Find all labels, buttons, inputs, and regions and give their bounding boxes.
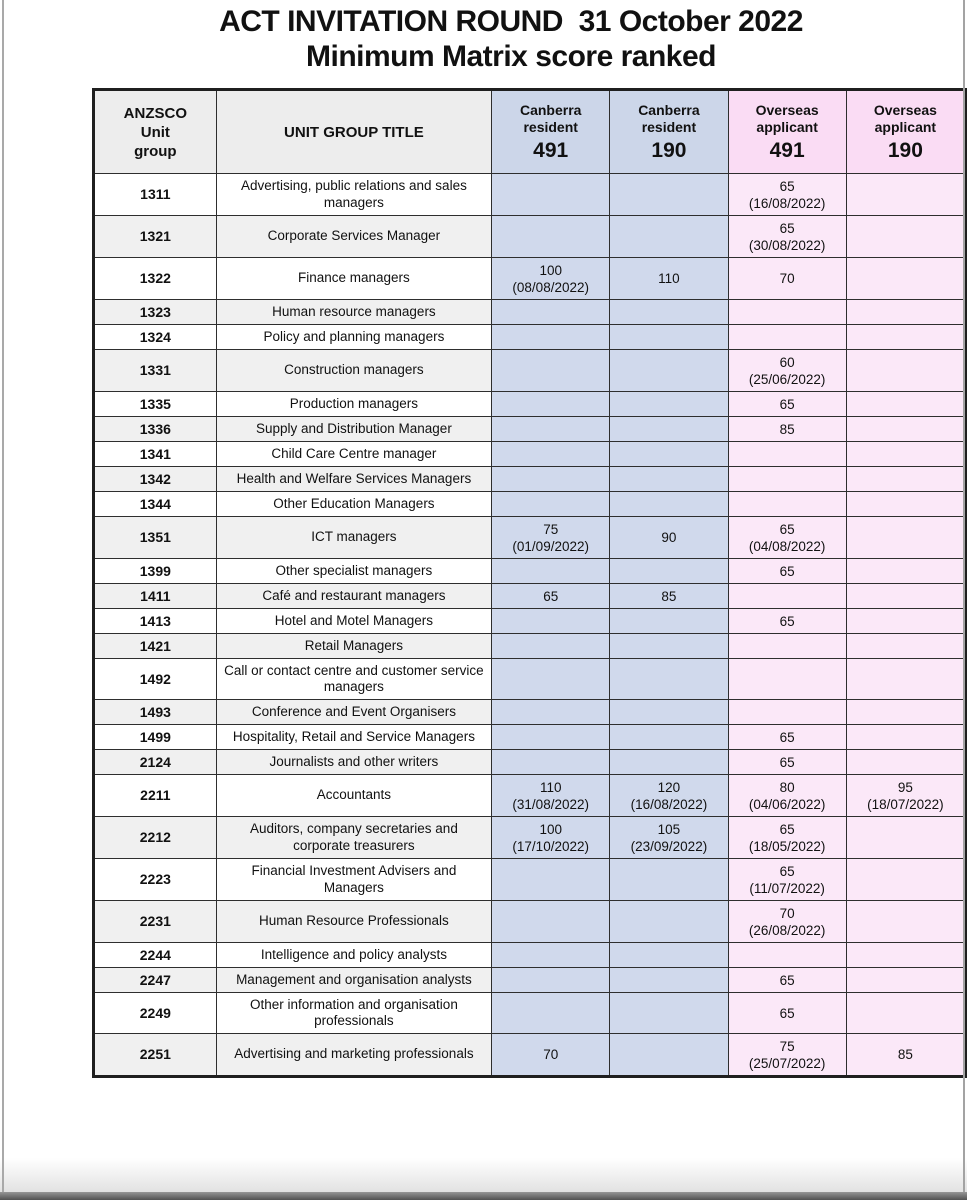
canberra-491-score-cell [492,609,610,634]
header-col-label: Canberra resident [638,101,700,135]
unit-group-title-cell: Advertising and marketing professionals [216,1034,491,1077]
anzsco-code-cell: 1323 [94,300,217,325]
score-value: 65 [779,220,795,236]
score-date: (16/08/2022) [630,796,708,812]
anzsco-code-cell: 1324 [94,325,217,350]
canberra-491-score-cell [492,584,610,609]
anzsco-code-cell: 2247 [94,968,217,993]
unit-group-title-cell: Corporate Services Manager [216,216,491,258]
canberra-491-score-cell [492,700,610,725]
score-value: 75 [779,1038,795,1054]
canberra-491-score-cell [492,634,610,659]
score-date: (25/06/2022) [748,371,826,387]
score-value: 65 [779,613,795,629]
score-date: (11/07/2022) [749,880,825,896]
overseas-190-score-cell [846,417,965,442]
canberra-190-score-cell [610,750,728,775]
header-canberra-resident-491 [492,90,610,174]
overseas-190-score-cell [846,968,965,993]
canberra-491-score-cell [492,325,610,350]
score-value: 70 [543,1047,559,1062]
canberra-190-score-cell [610,174,728,216]
score-value: 65 [779,821,795,837]
anzsco-code-cell: 2212 [94,817,217,859]
canberra-190-score-cell [610,817,728,859]
score-value: 120 [657,779,681,795]
anzsco-code-cell: 1322 [94,258,217,300]
header-overseas-applicant-190 [846,90,965,174]
unit-group-title-cell: Hospitality, Retail and Service Managers [216,725,491,750]
canberra-190-score-cell [610,417,728,442]
canberra-491-score-cell [492,467,610,492]
overseas-491-score-cell [728,750,846,775]
overseas-491-score-cell [728,634,846,659]
overseas-491-score-cell [728,517,846,559]
table-row [94,700,966,725]
unit-group-title-cell: Supply and Distribution Manager [216,417,491,442]
overseas-491-score-cell [728,300,846,325]
overseas-190-score-cell [846,725,965,750]
header-anzsco-line-2: Unit [140,123,170,141]
unit-group-title-cell: Other specialist managers [216,559,491,584]
canberra-491-score-cell [492,492,610,517]
canberra-491-score-cell [492,775,610,817]
header-canberra-resident-190 [610,90,728,174]
unit-group-title-cell: Human resource managers [216,300,491,325]
canberra-190-score-cell [610,609,728,634]
unit-group-title-cell: Health and Welfare Services Managers [216,467,491,492]
overseas-190-score-cell [846,216,965,258]
overseas-491-score-cell [728,350,846,392]
canberra-491-score-cell [492,859,610,901]
canberra-491-score-cell [492,174,610,216]
table-row [94,300,966,325]
canberra-491-score-cell [492,1034,610,1077]
score-value: 70 [779,271,795,286]
overseas-190-score-cell [846,442,965,467]
canberra-190-score-cell [610,350,728,392]
canberra-190-score-cell [610,725,728,750]
overseas-190-score-cell [846,559,965,584]
overseas-491-score-cell [728,174,846,216]
header-row [94,90,966,174]
header-visa-number: 190 [887,138,923,162]
header-unit-group-title: UNIT GROUP TITLE [216,90,491,174]
anzsco-code-cell: 2211 [94,775,217,817]
anzsco-code-cell: 2244 [94,943,217,968]
overseas-190-score-cell [846,517,965,559]
overseas-491-score-cell [728,584,846,609]
score-value: 65 [779,396,795,412]
score-value: 80 [779,779,795,795]
canberra-491-score-cell [492,750,610,775]
overseas-190-score-cell [846,700,965,725]
canberra-190-score-cell [610,216,728,258]
score-value: 70 [779,905,795,921]
canberra-491-score-cell [492,725,610,750]
overseas-190-score-cell [846,258,965,300]
table-row [94,775,966,817]
overseas-491-score-cell [728,442,846,467]
header-anzsco-line-3: group [134,142,177,160]
overseas-190-score-cell [846,350,965,392]
score-date: (16/08/2022) [748,195,826,211]
matrix-score-table [92,88,967,1078]
table-row [94,1034,966,1077]
table-row [94,750,966,775]
left-edge-line [2,0,4,1193]
score-value: 60 [779,354,795,370]
header-visa-number: 491 [533,138,569,162]
score-value: 105 [657,821,681,837]
anzsco-code-cell: 2251 [94,1034,217,1077]
table-row [94,442,966,467]
canberra-491-score-cell [492,258,610,300]
canberra-190-score-cell [610,392,728,417]
overseas-491-score-cell [728,700,846,725]
table-row [94,609,966,634]
canberra-491-score-cell [492,968,610,993]
anzsco-code-cell: 1492 [94,659,217,700]
table-row [94,817,966,859]
anzsco-code-cell: 1321 [94,216,217,258]
canberra-190-score-cell [610,943,728,968]
header-visa-number: 190 [651,138,687,162]
score-value: 90 [661,530,677,545]
canberra-190-score-cell [610,859,728,901]
unit-group-title-cell: ICT managers [216,517,491,559]
score-value: 110 [539,779,562,795]
overseas-190-score-cell [846,750,965,775]
table-row [94,559,966,584]
unit-group-title-cell: Journalists and other writers [216,750,491,775]
canberra-491-score-cell [492,817,610,859]
anzsco-code-cell: 1411 [94,584,217,609]
bottom-window-edge [0,1192,967,1200]
canberra-190-score-cell [610,993,728,1034]
unit-group-title-cell: Call or contact centre and customer service managers [216,659,491,700]
anzsco-code-cell: 2223 [94,859,217,901]
anzsco-code-cell: 1341 [94,442,217,467]
table-row [94,467,966,492]
anzsco-code-cell: 1331 [94,350,217,392]
score-date: (25/07/2022) [748,1055,826,1071]
header-col-label: Overseas applicant [873,101,937,135]
table-row [94,901,966,943]
unit-group-title-cell: Retail Managers [216,634,491,659]
overseas-190-score-cell [846,817,965,859]
overseas-491-score-cell [728,216,846,258]
score-date: (01/09/2022) [512,538,589,554]
overseas-190-score-cell [846,993,965,1034]
page-title [92,4,930,74]
overseas-491-score-cell [728,968,846,993]
page-title-line-2: Minimum Matrix score ranked [306,40,716,73]
canberra-491-score-cell [492,659,610,700]
unit-group-title-cell: Conference and Event Organisers [216,700,491,725]
anzsco-code-cell: 1351 [94,517,217,559]
score-date: (26/08/2022) [748,922,826,938]
score-value: 95 [897,779,913,795]
score-value: 65 [779,754,795,770]
overseas-190-score-cell [846,492,965,517]
score-value: 85 [779,421,795,437]
overseas-491-score-cell [728,609,846,634]
canberra-190-score-cell [610,775,728,817]
unit-group-title-cell: Child Care Centre manager [216,442,491,467]
overseas-491-score-cell [728,417,846,442]
canberra-190-score-cell [610,559,728,584]
table-row [94,968,966,993]
overseas-190-score-cell [846,325,965,350]
anzsco-code-cell: 1335 [94,392,217,417]
unit-group-title-cell: Advertising, public relations and sales managers [216,174,491,216]
anzsco-code-cell: 1499 [94,725,217,750]
anzsco-code-cell: 1344 [94,492,217,517]
score-value: 110 [658,271,680,286]
score-value: 65 [779,563,795,579]
overseas-491-score-cell [728,901,846,943]
unit-group-title-cell: Accountants [216,775,491,817]
header-anzsco-unit-group [94,90,217,174]
canberra-491-score-cell [492,442,610,467]
canberra-491-score-cell [492,300,610,325]
anzsco-code-cell: 1342 [94,467,217,492]
unit-group-title-cell: Café and restaurant managers [216,584,491,609]
table-row [94,725,966,750]
score-value: 100 [539,821,562,837]
right-edge-line [963,0,965,1193]
table-row [94,492,966,517]
canberra-190-score-cell [610,325,728,350]
unit-group-title-cell: Management and organisation analysts [216,968,491,993]
header-anzsco-line-1: ANZSCO [123,104,188,122]
canberra-491-score-cell [492,392,610,417]
unit-group-title-cell: Human Resource Professionals [216,901,491,943]
table-row [94,584,966,609]
unit-group-title-cell: Construction managers [216,350,491,392]
canberra-190-score-cell [610,700,728,725]
score-date: (23/09/2022) [630,838,708,854]
canberra-491-score-cell [492,559,610,584]
canberra-491-score-cell [492,517,610,559]
anzsco-code-cell: 1493 [94,700,217,725]
anzsco-code-cell: 1413 [94,609,217,634]
table-row [94,859,966,901]
canberra-190-score-cell [610,467,728,492]
table-row [94,325,966,350]
overseas-190-score-cell [846,467,965,492]
page-title-line-1: ACT INVITATION ROUND 31 October 2022 [219,5,803,38]
score-date: (18/05/2022) [748,838,826,854]
unit-group-title-cell: Intelligence and policy analysts [216,943,491,968]
canberra-190-score-cell [610,901,728,943]
score-value: 75 [543,521,559,537]
unit-group-title-cell: Policy and planning managers [216,325,491,350]
anzsco-code-cell: 2249 [94,993,217,1034]
header-overseas-applicant-491 [728,90,846,174]
overseas-491-score-cell [728,1034,846,1077]
overseas-190-score-cell [846,584,965,609]
overseas-190-score-cell [846,659,965,700]
canberra-491-score-cell [492,350,610,392]
canberra-190-score-cell [610,968,728,993]
score-date: (04/08/2022) [748,538,826,554]
overseas-190-score-cell [846,1034,965,1077]
canberra-190-score-cell [610,300,728,325]
overseas-491-score-cell [728,817,846,859]
score-date: (17/10/2022) [512,838,589,854]
table-row [94,216,966,258]
canberra-190-score-cell [610,442,728,467]
unit-group-title-cell: Production managers [216,392,491,417]
score-value: 85 [897,1047,913,1062]
score-value: 65 [779,521,795,537]
overseas-190-score-cell [846,174,965,216]
overseas-491-score-cell [728,659,846,700]
anzsco-code-cell: 2124 [94,750,217,775]
overseas-491-score-cell [728,492,846,517]
anzsco-code-cell: 1399 [94,559,217,584]
header-visa-number: 491 [769,138,805,162]
canberra-190-score-cell [610,584,728,609]
score-date: (04/06/2022) [748,796,826,812]
bottom-shade [0,1158,967,1192]
table-row [94,174,966,216]
canberra-190-score-cell [610,1034,728,1077]
overseas-190-score-cell [846,901,965,943]
header-col-label: Overseas applicant [755,101,819,135]
overseas-491-score-cell [728,258,846,300]
overseas-491-score-cell [728,467,846,492]
table-row [94,634,966,659]
score-date: (30/08/2022) [748,237,826,253]
overseas-190-score-cell [846,943,965,968]
anzsco-code-cell: 1311 [94,174,217,216]
canberra-491-score-cell [492,417,610,442]
canberra-491-score-cell [492,901,610,943]
table-row [94,258,966,300]
canberra-491-score-cell [492,943,610,968]
canberra-491-score-cell [492,993,610,1034]
score-value: 65 [543,588,559,604]
unit-group-title-cell: Other information and organisation professionals [216,993,491,1034]
table-row [94,993,966,1034]
table-row [94,350,966,392]
overseas-190-score-cell [846,609,965,634]
score-date: (31/08/2022) [512,796,589,812]
score-value: 65 [779,729,795,745]
table-row [94,517,966,559]
overseas-491-score-cell [728,725,846,750]
unit-group-title-cell: Auditors, company secretaries and corporate treasurers [216,817,491,859]
unit-group-title-cell: Financial Investment Advisers and Managers [216,859,491,901]
overseas-491-score-cell [728,325,846,350]
header-col-label: Canberra resident [519,101,582,135]
score-value: 85 [661,588,677,604]
unit-group-title-cell: Hotel and Motel Managers [216,609,491,634]
table-row [94,659,966,700]
overseas-491-score-cell [728,559,846,584]
score-value: 65 [779,863,795,879]
overseas-491-score-cell [728,392,846,417]
overseas-190-score-cell [846,859,965,901]
canberra-190-score-cell [610,634,728,659]
score-value: 100 [539,262,562,278]
overseas-190-score-cell [846,775,965,817]
unit-group-title-cell: Finance managers [216,258,491,300]
overseas-491-score-cell [728,775,846,817]
anzsco-code-cell: 2231 [94,901,217,943]
table-row [94,417,966,442]
overseas-491-score-cell [728,859,846,901]
canberra-190-score-cell [610,517,728,559]
score-date: (18/07/2022) [867,796,944,812]
overseas-190-score-cell [846,634,965,659]
table-row [94,943,966,968]
score-date: (08/08/2022) [512,279,589,295]
overseas-491-score-cell [728,943,846,968]
table-row [94,392,966,417]
score-value: 65 [779,178,795,194]
anzsco-code-cell: 1421 [94,634,217,659]
canberra-190-score-cell [610,258,728,300]
overseas-190-score-cell [846,300,965,325]
overseas-491-score-cell [728,993,846,1034]
anzsco-code-cell: 1336 [94,417,217,442]
score-value: 65 [779,1005,795,1021]
overseas-190-score-cell [846,392,965,417]
canberra-491-score-cell [492,216,610,258]
score-value: 65 [779,972,795,988]
canberra-190-score-cell [610,659,728,700]
canberra-190-score-cell [610,492,728,517]
unit-group-title-cell: Other Education Managers [216,492,491,517]
